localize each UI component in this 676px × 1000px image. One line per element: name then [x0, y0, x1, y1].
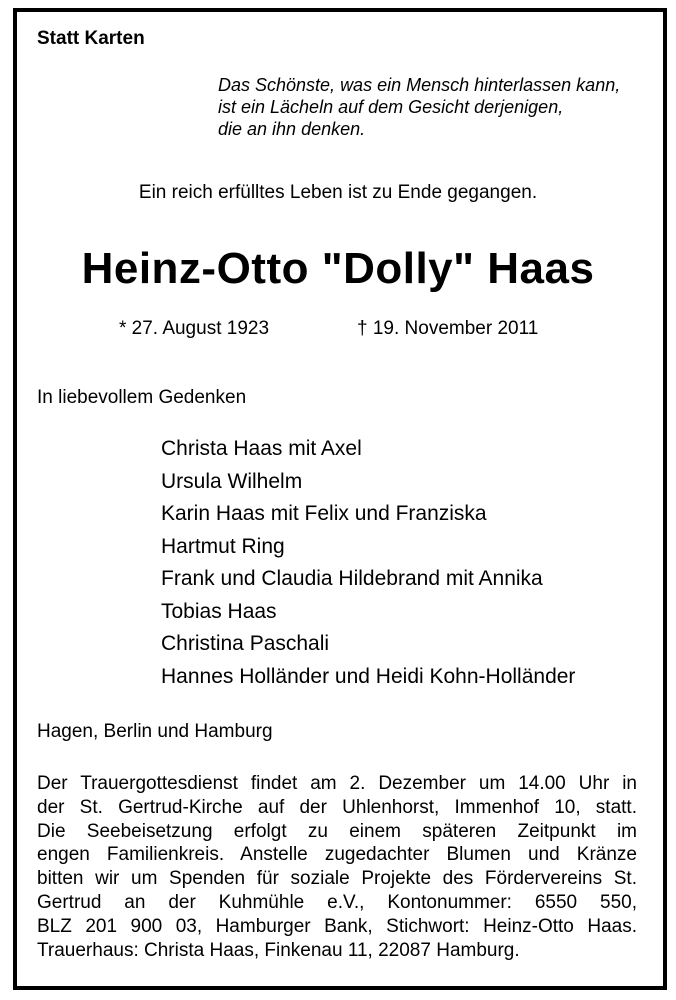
birth-date: * 27. August 1923: [119, 318, 270, 339]
service-line: Trauerhaus: Christa Haas, Finkenau 11, 22087 Hamburg.: [37, 939, 520, 961]
places-line: Hagen, Berlin und Hamburg: [37, 721, 273, 742]
mourner-name: Tobias Haas: [161, 599, 277, 623]
service-line: bitten wir um Spenden für soziale Projekte des Fördervereins St.: [37, 868, 637, 890]
deceased-name: Heinz-Otto "Dolly" Haas: [81, 244, 595, 293]
service-line: Die Seebeisetzung erfolgt zu einem späteren Zeitpunkt im: [37, 820, 637, 842]
mourners-list: [161, 433, 575, 693]
service-paragraph: [37, 772, 637, 962]
mourner-name: Hannes Holländer und Heidi Kohn-Holländer: [161, 664, 576, 688]
mourner-name: Frank und Claudia Hildebrand mit Annika: [161, 567, 543, 590]
quote-block: [218, 74, 620, 140]
mourner-name: Karin Haas mit Felix und Franziska: [161, 502, 487, 525]
death-date: † 19. November 2011: [357, 318, 539, 339]
service-line: Gertrud an der Kuhmühle e.V., Kontonummer: 6550 550,: [37, 891, 637, 913]
header-statt-karten: Statt Karten: [37, 28, 145, 49]
service-line: der St. Gertrud-Kirche auf der Uhlenhorst, Immenhof 10, statt.: [37, 796, 637, 818]
mourner-name: Ursula Wilhelm: [161, 469, 303, 493]
intro-line: Ein reich erfülltes Leben ist zu Ende gegangen.: [138, 182, 538, 203]
service-line: BLZ 201 900 03, Hamburger Bank, Stichwort: Heinz-Otto Haas.: [37, 915, 637, 937]
mourner-name: Hartmut Ring: [161, 534, 285, 558]
mourner-name: Christina Paschali: [161, 632, 330, 655]
quote-line: Das Schönste, was ein Mensch hinterlassen kann,: [218, 75, 621, 95]
memory-line: In liebevollem Gedenken: [37, 387, 247, 408]
service-line: engen Familienkreis. Anstelle zugedachter Blumen und Kränze: [37, 844, 637, 866]
quote-line: ist ein Lächeln auf dem Gesicht derjenigen,: [218, 97, 564, 117]
quote-line: die an ihn denken.: [218, 119, 366, 139]
service-line: Der Trauergottesdienst findet am 2. Dezember um 14.00 Uhr in: [37, 773, 637, 794]
mourner-name: Christa Haas mit Axel: [161, 437, 362, 460]
